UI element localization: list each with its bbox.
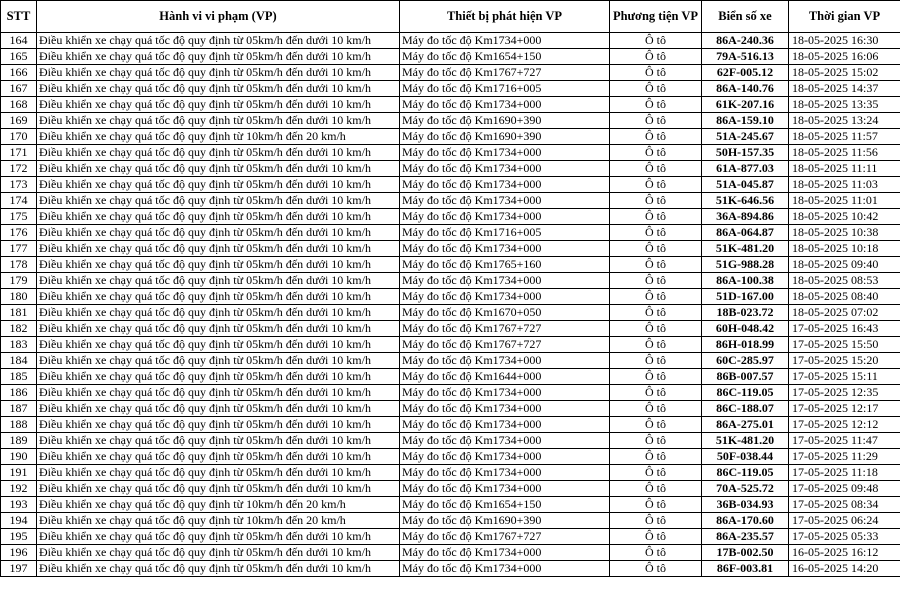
cell-stt: 182 [1, 321, 37, 337]
cell-time: 17-05-2025 12:12 [789, 417, 900, 433]
cell-stt: 177 [1, 241, 37, 257]
cell-stt: 193 [1, 497, 37, 513]
cell-device: Máy đo tốc độ Km1734+000 [400, 273, 610, 289]
cell-stt: 172 [1, 161, 37, 177]
cell-violation: Điều khiển xe chạy quá tốc độ quy định từ 10km/h đến 20 km/h [37, 129, 400, 145]
cell-time: 17-05-2025 11:18 [789, 465, 900, 481]
cell-time: 17-05-2025 11:47 [789, 433, 900, 449]
cell-time: 18-05-2025 10:18 [789, 241, 900, 257]
cell-plate: 86H-018.99 [702, 337, 789, 353]
cell-plate: 79A-516.13 [702, 49, 789, 65]
cell-vehicle: Ô tô [610, 193, 702, 209]
cell-plate: 86A-100.38 [702, 273, 789, 289]
cell-violation: Điều khiển xe chạy quá tốc độ quy định từ 05km/h đến dưới 10 km/h [37, 289, 400, 305]
cell-time: 18-05-2025 09:40 [789, 257, 900, 273]
cell-plate: 61K-207.16 [702, 97, 789, 113]
cell-violation: Điều khiển xe chạy quá tốc độ quy định từ 05km/h đến dưới 10 km/h [37, 97, 400, 113]
table-row [1, 145, 900, 161]
cell-vehicle: Ô tô [610, 273, 702, 289]
cell-violation: Điều khiển xe chạy quá tốc độ quy định từ 05km/h đến dưới 10 km/h [37, 113, 400, 129]
cell-stt: 185 [1, 369, 37, 385]
cell-device: Máy đo tốc độ Km1734+000 [400, 417, 610, 433]
cell-vehicle: Ô tô [610, 449, 702, 465]
cell-plate: 51K-481.20 [702, 241, 789, 257]
cell-plate: 51D-167.00 [702, 289, 789, 305]
cell-vehicle: Ô tô [610, 417, 702, 433]
cell-device: Máy đo tốc độ Km1734+000 [400, 481, 610, 497]
cell-device: Máy đo tốc độ Km1734+000 [400, 545, 610, 561]
cell-vehicle: Ô tô [610, 305, 702, 321]
cell-violation: Điều khiển xe chạy quá tốc độ quy định từ 05km/h đến dưới 10 km/h [37, 369, 400, 385]
cell-plate: 60C-285.97 [702, 353, 789, 369]
cell-vehicle: Ô tô [610, 561, 702, 577]
cell-stt: 188 [1, 417, 37, 433]
header-violation: Hành vi vi phạm (VP) [37, 1, 400, 33]
cell-stt: 196 [1, 545, 37, 561]
cell-device: Máy đo tốc độ Km1734+000 [400, 145, 610, 161]
cell-plate: 61A-877.03 [702, 161, 789, 177]
cell-device: Máy đo tốc độ Km1734+000 [400, 177, 610, 193]
cell-device: Máy đo tốc độ Km1716+005 [400, 225, 610, 241]
cell-plate: 86C-119.05 [702, 385, 789, 401]
header-stt: STT [1, 1, 37, 33]
cell-time: 18-05-2025 13:24 [789, 113, 900, 129]
cell-violation: Điều khiển xe chạy quá tốc độ quy định từ 05km/h đến dưới 10 km/h [37, 161, 400, 177]
cell-violation: Điều khiển xe chạy quá tốc độ quy định từ 05km/h đến dưới 10 km/h [37, 465, 400, 481]
cell-time: 18-05-2025 11:01 [789, 193, 900, 209]
cell-violation: Điều khiển xe chạy quá tốc độ quy định từ 05km/h đến dưới 10 km/h [37, 417, 400, 433]
cell-plate: 51A-245.67 [702, 129, 789, 145]
table-row [1, 401, 900, 417]
table-row [1, 529, 900, 545]
cell-plate: 18B-023.72 [702, 305, 789, 321]
cell-device: Máy đo tốc độ Km1767+727 [400, 321, 610, 337]
cell-violation: Điều khiển xe chạy quá tốc độ quy định từ 05km/h đến dưới 10 km/h [37, 209, 400, 225]
cell-plate: 36A-894.86 [702, 209, 789, 225]
cell-violation: Điều khiển xe chạy quá tốc độ quy định từ 05km/h đến dưới 10 km/h [37, 273, 400, 289]
cell-violation: Điều khiển xe chạy quá tốc độ quy định từ 05km/h đến dưới 10 km/h [37, 241, 400, 257]
cell-time: 18-05-2025 11:57 [789, 129, 900, 145]
cell-stt: 189 [1, 433, 37, 449]
table-row [1, 161, 900, 177]
table-row [1, 225, 900, 241]
cell-plate: 86A-240.36 [702, 33, 789, 49]
cell-device: Máy đo tốc độ Km1716+005 [400, 81, 610, 97]
cell-time: 18-05-2025 10:42 [789, 209, 900, 225]
table-row [1, 97, 900, 113]
cell-device: Máy đo tốc độ Km1654+150 [400, 49, 610, 65]
table-row [1, 449, 900, 465]
table-row [1, 561, 900, 577]
cell-vehicle: Ô tô [610, 129, 702, 145]
cell-vehicle: Ô tô [610, 209, 702, 225]
cell-plate: 50F-038.44 [702, 449, 789, 465]
cell-plate: 17B-002.50 [702, 545, 789, 561]
cell-stt: 180 [1, 289, 37, 305]
cell-stt: 179 [1, 273, 37, 289]
cell-device: Máy đo tốc độ Km1734+000 [400, 97, 610, 113]
cell-device: Máy đo tốc độ Km1670+050 [400, 305, 610, 321]
cell-violation: Điều khiển xe chạy quá tốc độ quy định từ 05km/h đến dưới 10 km/h [37, 353, 400, 369]
table-row [1, 33, 900, 49]
cell-stt: 194 [1, 513, 37, 529]
cell-device: Máy đo tốc độ Km1734+000 [400, 33, 610, 49]
cell-violation: Điều khiển xe chạy quá tốc độ quy định từ 05km/h đến dưới 10 km/h [37, 337, 400, 353]
cell-plate: 86A-235.57 [702, 529, 789, 545]
cell-vehicle: Ô tô [610, 161, 702, 177]
cell-device: Máy đo tốc độ Km1734+000 [400, 241, 610, 257]
cell-violation: Điều khiển xe chạy quá tốc độ quy định từ 05km/h đến dưới 10 km/h [37, 177, 400, 193]
cell-plate: 51A-045.87 [702, 177, 789, 193]
cell-violation: Điều khiển xe chạy quá tốc độ quy định từ 05km/h đến dưới 10 km/h [37, 33, 400, 49]
cell-time: 18-05-2025 16:30 [789, 33, 900, 49]
cell-stt: 170 [1, 129, 37, 145]
table-row [1, 241, 900, 257]
cell-plate: 51G-988.28 [702, 257, 789, 273]
cell-time: 17-05-2025 05:33 [789, 529, 900, 545]
cell-time: 18-05-2025 11:11 [789, 161, 900, 177]
cell-stt: 167 [1, 81, 37, 97]
table-row [1, 305, 900, 321]
header-plate: Biển số xe [702, 1, 789, 33]
cell-device: Máy đo tốc độ Km1734+000 [400, 465, 610, 481]
cell-violation: Điều khiển xe chạy quá tốc độ quy định từ 05km/h đến dưới 10 km/h [37, 481, 400, 497]
cell-device: Máy đo tốc độ Km1734+000 [400, 385, 610, 401]
cell-time: 18-05-2025 13:35 [789, 97, 900, 113]
cell-time: 18-05-2025 11:03 [789, 177, 900, 193]
table-row [1, 113, 900, 129]
cell-stt: 176 [1, 225, 37, 241]
cell-stt: 191 [1, 465, 37, 481]
cell-violation: Điều khiển xe chạy quá tốc độ quy định từ 05km/h đến dưới 10 km/h [37, 257, 400, 273]
cell-time: 18-05-2025 11:56 [789, 145, 900, 161]
cell-time: 16-05-2025 14:20 [789, 561, 900, 577]
table-row [1, 81, 900, 97]
cell-stt: 187 [1, 401, 37, 417]
cell-time: 17-05-2025 09:48 [789, 481, 900, 497]
cell-device: Máy đo tốc độ Km1767+727 [400, 65, 610, 81]
cell-violation: Điều khiển xe chạy quá tốc độ quy định từ 05km/h đến dưới 10 km/h [37, 529, 400, 545]
cell-stt: 183 [1, 337, 37, 353]
cell-time: 17-05-2025 12:17 [789, 401, 900, 417]
cell-vehicle: Ô tô [610, 81, 702, 97]
cell-stt: 168 [1, 97, 37, 113]
cell-vehicle: Ô tô [610, 353, 702, 369]
table-row [1, 481, 900, 497]
cell-time: 17-05-2025 11:29 [789, 449, 900, 465]
cell-device: Máy đo tốc độ Km1654+150 [400, 497, 610, 513]
cell-vehicle: Ô tô [610, 49, 702, 65]
cell-time: 18-05-2025 10:38 [789, 225, 900, 241]
cell-device: Máy đo tốc độ Km1765+160 [400, 257, 610, 273]
cell-device: Máy đo tốc độ Km1734+000 [400, 433, 610, 449]
cell-time: 17-05-2025 15:50 [789, 337, 900, 353]
cell-plate: 86A-170.60 [702, 513, 789, 529]
cell-plate: 70A-525.72 [702, 481, 789, 497]
table-row [1, 497, 900, 513]
table-row [1, 49, 900, 65]
cell-vehicle: Ô tô [610, 401, 702, 417]
table-row [1, 321, 900, 337]
cell-plate: 86F-003.81 [702, 561, 789, 577]
table-row [1, 193, 900, 209]
cell-violation: Điều khiển xe chạy quá tốc độ quy định từ 05km/h đến dưới 10 km/h [37, 545, 400, 561]
cell-plate: 86A-064.87 [702, 225, 789, 241]
cell-plate: 60H-048.42 [702, 321, 789, 337]
cell-vehicle: Ô tô [610, 241, 702, 257]
cell-violation: Điều khiển xe chạy quá tốc độ quy định từ 05km/h đến dưới 10 km/h [37, 449, 400, 465]
cell-plate: 36B-034.93 [702, 497, 789, 513]
cell-time: 17-05-2025 15:20 [789, 353, 900, 369]
cell-stt: 181 [1, 305, 37, 321]
cell-vehicle: Ô tô [610, 145, 702, 161]
cell-violation: Điều khiển xe chạy quá tốc độ quy định từ 05km/h đến dưới 10 km/h [37, 561, 400, 577]
cell-plate: 62F-005.12 [702, 65, 789, 81]
cell-violation: Điều khiển xe chạy quá tốc độ quy định từ 05km/h đến dưới 10 km/h [37, 49, 400, 65]
cell-violation: Điều khiển xe chạy quá tốc độ quy định từ 05km/h đến dưới 10 km/h [37, 65, 400, 81]
cell-violation: Điều khiển xe chạy quá tốc độ quy định từ 05km/h đến dưới 10 km/h [37, 225, 400, 241]
cell-plate: 86A-275.01 [702, 417, 789, 433]
cell-stt: 174 [1, 193, 37, 209]
cell-device: Máy đo tốc độ Km1690+390 [400, 113, 610, 129]
cell-vehicle: Ô tô [610, 97, 702, 113]
cell-time: 18-05-2025 07:02 [789, 305, 900, 321]
header-vehicle: Phương tiện VP [610, 1, 702, 33]
cell-violation: Điều khiển xe chạy quá tốc độ quy định từ 10km/h đến 20 km/h [37, 513, 400, 529]
cell-device: Máy đo tốc độ Km1767+727 [400, 337, 610, 353]
cell-time: 17-05-2025 15:11 [789, 369, 900, 385]
cell-stt: 175 [1, 209, 37, 225]
cell-vehicle: Ô tô [610, 113, 702, 129]
header-device: Thiết bị phát hiện VP [400, 1, 610, 33]
cell-device: Máy đo tốc độ Km1734+000 [400, 353, 610, 369]
cell-vehicle: Ô tô [610, 225, 702, 241]
cell-vehicle: Ô tô [610, 465, 702, 481]
table-row [1, 433, 900, 449]
cell-stt: 165 [1, 49, 37, 65]
cell-stt: 178 [1, 257, 37, 273]
cell-stt: 173 [1, 177, 37, 193]
cell-plate: 86B-007.57 [702, 369, 789, 385]
cell-vehicle: Ô tô [610, 369, 702, 385]
cell-vehicle: Ô tô [610, 337, 702, 353]
cell-time: 17-05-2025 06:24 [789, 513, 900, 529]
cell-vehicle: Ô tô [610, 289, 702, 305]
cell-violation: Điều khiển xe chạy quá tốc độ quy định từ 10km/h đến 20 km/h [37, 497, 400, 513]
cell-device: Máy đo tốc độ Km1690+390 [400, 513, 610, 529]
cell-stt: 186 [1, 385, 37, 401]
table-row [1, 289, 900, 305]
cell-vehicle: Ô tô [610, 481, 702, 497]
cell-device: Máy đo tốc độ Km1734+000 [400, 193, 610, 209]
cell-device: Máy đo tốc độ Km1734+000 [400, 561, 610, 577]
cell-vehicle: Ô tô [610, 385, 702, 401]
cell-time: 17-05-2025 08:34 [789, 497, 900, 513]
table-row [1, 417, 900, 433]
cell-plate: 86C-188.07 [702, 401, 789, 417]
table-row [1, 177, 900, 193]
cell-time: 17-05-2025 16:43 [789, 321, 900, 337]
table-row [1, 273, 900, 289]
cell-vehicle: Ô tô [610, 177, 702, 193]
cell-violation: Điều khiển xe chạy quá tốc độ quy định từ 05km/h đến dưới 10 km/h [37, 193, 400, 209]
table-body [1, 33, 900, 577]
table-row [1, 65, 900, 81]
table-row [1, 465, 900, 481]
cell-vehicle: Ô tô [610, 65, 702, 81]
cell-plate: 50H-157.35 [702, 145, 789, 161]
table-header-row [1, 1, 900, 33]
cell-violation: Điều khiển xe chạy quá tốc độ quy định từ 05km/h đến dưới 10 km/h [37, 305, 400, 321]
table-row [1, 353, 900, 369]
cell-violation: Điều khiển xe chạy quá tốc độ quy định từ 05km/h đến dưới 10 km/h [37, 433, 400, 449]
header-time: Thời gian VP [789, 1, 900, 33]
cell-stt: 192 [1, 481, 37, 497]
cell-device: Máy đo tốc độ Km1734+000 [400, 209, 610, 225]
cell-vehicle: Ô tô [610, 545, 702, 561]
cell-stt: 171 [1, 145, 37, 161]
table-row [1, 337, 900, 353]
cell-stt: 190 [1, 449, 37, 465]
cell-time: 17-05-2025 12:35 [789, 385, 900, 401]
cell-device: Máy đo tốc độ Km1734+000 [400, 449, 610, 465]
cell-violation: Điều khiển xe chạy quá tốc độ quy định từ 05km/h đến dưới 10 km/h [37, 385, 400, 401]
cell-vehicle: Ô tô [610, 497, 702, 513]
cell-vehicle: Ô tô [610, 321, 702, 337]
cell-stt: 164 [1, 33, 37, 49]
table-row [1, 545, 900, 561]
table-row [1, 369, 900, 385]
cell-time: 18-05-2025 15:02 [789, 65, 900, 81]
cell-vehicle: Ô tô [610, 513, 702, 529]
cell-stt: 195 [1, 529, 37, 545]
cell-plate: 51K-646.56 [702, 193, 789, 209]
table-row [1, 257, 900, 273]
cell-device: Máy đo tốc độ Km1734+000 [400, 401, 610, 417]
cell-plate: 86A-140.76 [702, 81, 789, 97]
cell-violation: Điều khiển xe chạy quá tốc độ quy định từ 05km/h đến dưới 10 km/h [37, 321, 400, 337]
cell-plate: 51K-481.20 [702, 433, 789, 449]
cell-time: 18-05-2025 16:06 [789, 49, 900, 65]
cell-stt: 166 [1, 65, 37, 81]
cell-stt: 169 [1, 113, 37, 129]
cell-device: Máy đo tốc độ Km1767+727 [400, 529, 610, 545]
cell-violation: Điều khiển xe chạy quá tốc độ quy định từ 05km/h đến dưới 10 km/h [37, 81, 400, 97]
cell-vehicle: Ô tô [610, 433, 702, 449]
cell-device: Máy đo tốc độ Km1734+000 [400, 289, 610, 305]
cell-device: Máy đo tốc độ Km1734+000 [400, 161, 610, 177]
cell-plate: 86C-119.05 [702, 465, 789, 481]
cell-time: 16-05-2025 16:12 [789, 545, 900, 561]
cell-vehicle: Ô tô [610, 257, 702, 273]
cell-plate: 86A-159.10 [702, 113, 789, 129]
cell-vehicle: Ô tô [610, 33, 702, 49]
cell-violation: Điều khiển xe chạy quá tốc độ quy định từ 05km/h đến dưới 10 km/h [37, 145, 400, 161]
table-row [1, 513, 900, 529]
table-row [1, 209, 900, 225]
cell-device: Máy đo tốc độ Km1690+390 [400, 129, 610, 145]
cell-stt: 197 [1, 561, 37, 577]
cell-vehicle: Ô tô [610, 529, 702, 545]
cell-time: 18-05-2025 14:37 [789, 81, 900, 97]
cell-device: Máy đo tốc độ Km1644+000 [400, 369, 610, 385]
cell-stt: 184 [1, 353, 37, 369]
table-row [1, 385, 900, 401]
cell-time: 18-05-2025 08:53 [789, 273, 900, 289]
cell-time: 18-05-2025 08:40 [789, 289, 900, 305]
cell-violation: Điều khiển xe chạy quá tốc độ quy định từ 05km/h đến dưới 10 km/h [37, 401, 400, 417]
table-row [1, 129, 900, 145]
